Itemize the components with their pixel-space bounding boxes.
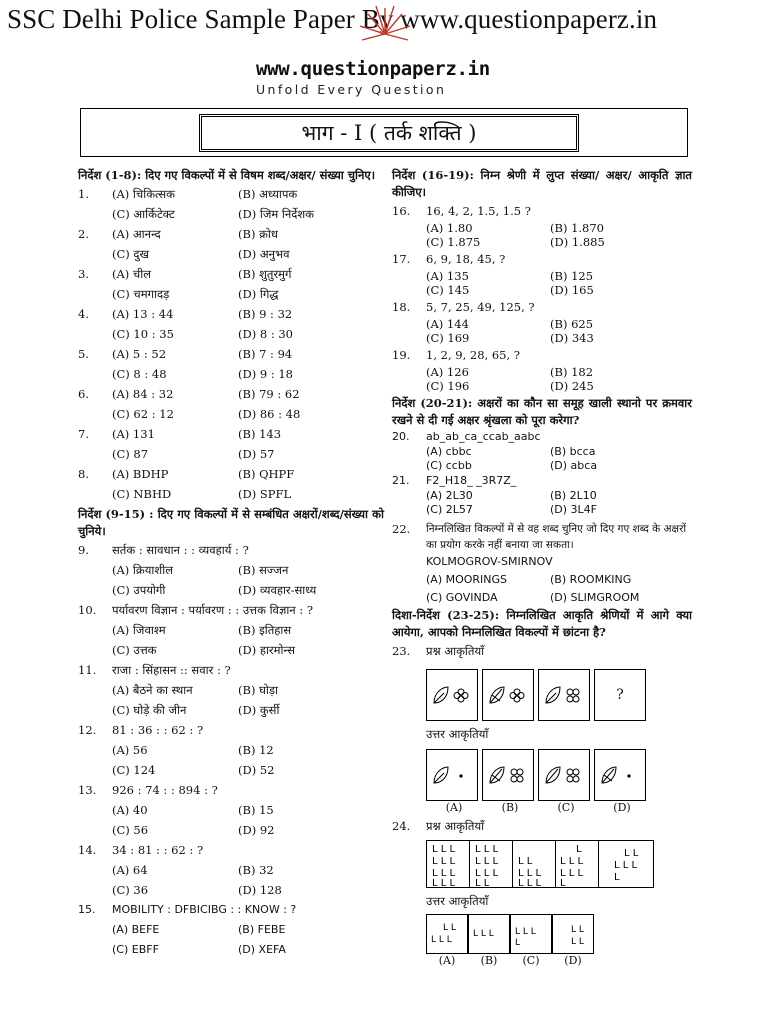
- option-b: (B) ROOMKING: [550, 573, 632, 586]
- option-d: (D) XEFA: [238, 943, 286, 956]
- figure-box: [426, 669, 478, 721]
- option-c: (C) 169: [426, 331, 470, 345]
- option-b: (B) 625: [550, 317, 594, 331]
- option-a: (A) cbbc: [426, 445, 472, 458]
- option-c: (C) 1.875: [426, 235, 481, 249]
- option-d: (D) SPFL: [238, 487, 292, 501]
- question-block-24: [392, 816, 692, 967]
- option-d: (D) 3L4F: [550, 503, 598, 516]
- question-number: 14.: [78, 843, 97, 857]
- l-shape-pattern-icon: [513, 920, 549, 948]
- option-a: (A) 5 : 52: [112, 347, 167, 361]
- option-a: (A) 135: [426, 269, 469, 283]
- site-logo[interactable]: www.questionpaperz.in: [256, 58, 490, 80]
- question-text: पर्यावरण विज्ञान : पर्यावरण : : उत्तक विज्ञान : ?: [112, 603, 314, 617]
- option-b: (B) इतिहास: [238, 623, 292, 637]
- option-d: (D) 57: [238, 447, 275, 461]
- svg-text:L L L: L L L: [432, 878, 456, 888]
- question-block-21: [392, 473, 692, 517]
- question-text: 81 : 36 : : 62 : ?: [112, 723, 204, 737]
- svg-text:L L L: L L L: [432, 844, 456, 855]
- option-d: (D) व्यवहार-साध्य: [238, 583, 317, 597]
- question-text: 1, 2, 9, 28, 65, ?: [426, 348, 520, 362]
- question-block-10: [78, 600, 384, 660]
- option-d: (D) abca: [550, 459, 598, 472]
- right-column: [392, 167, 692, 967]
- svg-text:L L L: L L L: [515, 927, 536, 937]
- svg-text:L L: L L: [518, 856, 533, 867]
- question-block-1: [78, 184, 384, 224]
- answer-figures-23: [426, 749, 692, 801]
- option-d: (D) SLIMGROOM: [550, 591, 640, 604]
- section-title: भाग - I ( तर्क शक्ति ): [199, 114, 579, 152]
- directions-9-15: निर्देश (9-15) : दिए गए विकल्पों में से सम्बंधित अक्षरों/शब्द/संख्या को चुनिये।: [78, 507, 384, 538]
- svg-text:L L L: L L L: [518, 868, 542, 879]
- leaf-and-dot-icon: [598, 763, 642, 787]
- option-b: (B) 79 : 62: [238, 387, 300, 401]
- option-c: (C) 10 : 35: [112, 327, 174, 341]
- question-number: 4.: [78, 307, 89, 321]
- given-word: KOLMOGROV-SMIRNOV: [426, 555, 553, 568]
- option-b: (B) bcca: [550, 445, 596, 458]
- option-a: (A) 64: [112, 863, 148, 877]
- option-a: (A) 144: [426, 317, 469, 331]
- question-block-20: [392, 429, 692, 473]
- option-label-c: (C): [522, 954, 540, 967]
- answer-figure-b[interactable]: [468, 914, 510, 954]
- option-d: (D) 343: [550, 331, 594, 345]
- leaf-and-dot-icon: [430, 763, 474, 787]
- option-b: (B) 125: [550, 269, 594, 283]
- question-number: 9.: [78, 543, 89, 557]
- question-number: 16.: [392, 204, 411, 218]
- svg-text:L L L: L L L: [475, 868, 499, 879]
- option-a: (A) 126: [426, 365, 469, 379]
- option-b: (B) 7 : 94: [238, 347, 293, 361]
- answer-figure-c[interactable]: [538, 749, 590, 801]
- option-b: (B) FEBE: [238, 923, 286, 936]
- question-block-13: [78, 780, 384, 840]
- option-c: (C) आर्किटेक्ट: [112, 207, 175, 221]
- option-b: (B) घोड़ा: [238, 683, 278, 697]
- question-block-22: [392, 521, 692, 607]
- option-c: (C) ccbb: [426, 459, 472, 472]
- option-d: (D) 8 : 30: [238, 327, 293, 341]
- question-text: F2_H18_ _3R7Z_: [426, 474, 517, 487]
- option-c: (C) चमगादड़: [112, 287, 170, 301]
- option-b: (B) अध्यापक: [238, 187, 298, 201]
- option-label-a: (A): [445, 801, 463, 814]
- question-block-19: [392, 345, 692, 393]
- question-number: 15.: [78, 903, 96, 916]
- option-c: (C) घोड़े की जीन: [112, 703, 187, 717]
- question-block-9: [78, 540, 384, 600]
- option-b: (B) 143: [238, 427, 282, 441]
- option-a: (A) आनन्द: [112, 227, 161, 241]
- option-c: (C) NBHD: [112, 487, 172, 501]
- question-text: सर्तक : सावधान : : व्यवहार्य : ?: [112, 543, 249, 557]
- option-c: (C) उपयोगी: [112, 583, 166, 597]
- figure-box: [538, 669, 590, 721]
- question-number: 11.: [78, 663, 97, 677]
- question-number: 18.: [392, 300, 411, 314]
- option-b: (B) QHPF: [238, 467, 295, 481]
- option-a: (A) जिवाश्म: [112, 623, 166, 637]
- option-d: (D) अनुभव: [238, 247, 290, 261]
- svg-text:L L: L L: [443, 923, 456, 933]
- l-shape-pattern-icon: [471, 920, 507, 948]
- question-text: राजा : सिंहासन :: सवार : ?: [112, 663, 231, 677]
- option-c: (C) उत्तक: [112, 643, 157, 657]
- svg-text:L L: L L: [475, 878, 490, 888]
- svg-text:L L: L L: [624, 848, 639, 859]
- option-b: (B) 15: [238, 803, 274, 817]
- question-block-15: [78, 900, 384, 960]
- option-a: (A) 13 : 44: [112, 307, 174, 321]
- option-a: (A) 40: [112, 803, 148, 817]
- option-a: (A) 131: [112, 427, 155, 441]
- option-b: (B) 32: [238, 863, 274, 877]
- directions-1-8: निर्देश (1-8): दिए गए विकल्पों में से विषम शब्द/अक्षर/ संख्या चुनिए।: [78, 168, 376, 182]
- option-b: (B) 12: [238, 743, 274, 757]
- svg-text:L L: L L: [571, 937, 584, 947]
- problem-figures-24: [426, 840, 692, 888]
- option-a: (A) 56: [112, 743, 148, 757]
- directions-23-25: दिशा-निर्देश (23-25): निम्नलिखित आकृति श्रेणियों में आगे क्या आयेगा, आपको निम्नलिखित विकल्पों में छांटना है?: [392, 608, 692, 639]
- question-number: 22.: [392, 522, 411, 536]
- option-b: (B) शुतुरमुर्ग: [238, 267, 292, 281]
- answer-labels-24: [426, 954, 692, 967]
- question-number: 23.: [392, 644, 411, 658]
- option-d: (D) गिद्ध: [238, 287, 279, 301]
- question-number: 6.: [78, 387, 89, 401]
- option-label-b: (B): [501, 801, 519, 814]
- svg-text:L L L: L L L: [432, 856, 456, 867]
- question-text: 16, 4, 2, 1.5, 1.5 ?: [426, 204, 531, 218]
- option-c: (C) 36: [112, 883, 149, 897]
- question-number: 12.: [78, 723, 97, 737]
- option-a: (A) BEFE: [112, 923, 160, 936]
- svg-text:L: L: [515, 938, 521, 948]
- option-d: (D) हारमोन्स: [238, 643, 295, 657]
- svg-text:L L L: L L L: [560, 868, 584, 879]
- question-block-12: [78, 720, 384, 780]
- problem-figures-label: प्रश्न आकृतियाँ: [426, 819, 485, 833]
- option-a: (A) बैठने का स्थान: [112, 683, 193, 697]
- option-d: (D) 52: [238, 763, 275, 777]
- option-c: (C) GOVINDA: [426, 591, 498, 604]
- question-number: 10.: [78, 603, 97, 617]
- option-d: (D) 128: [238, 883, 282, 897]
- option-label-a: (A): [438, 954, 456, 967]
- question-block-14: [78, 840, 384, 900]
- leaf-and-flower-icon: [430, 683, 474, 707]
- option-label-c: (C): [557, 801, 575, 814]
- leaf-and-flower-icon: [486, 763, 530, 787]
- option-a: (A) BDHP: [112, 467, 169, 481]
- option-c: (C) EBFF: [112, 943, 159, 956]
- answer-figure-a[interactable]: [426, 914, 468, 954]
- page-header-title: SSC Delhi Police Sample Paper By www.questionpaperz.in: [7, 4, 658, 34]
- option-c: (C) 8 : 48: [112, 367, 167, 381]
- question-number: 2.: [78, 227, 89, 241]
- l-shape-pattern-icon: [429, 920, 465, 948]
- question-block-5: [78, 344, 384, 384]
- option-label-d: (D): [613, 801, 631, 814]
- option-a: (A) क्रियाशील: [112, 563, 173, 577]
- question-block-6: [78, 384, 384, 424]
- option-d: (D) 92: [238, 823, 275, 837]
- option-a: (A) चील: [112, 267, 152, 281]
- question-block-3: [78, 264, 384, 304]
- answer-figures-24: [426, 914, 692, 954]
- question-block-18: [392, 297, 692, 345]
- option-b: (B) 1.870: [550, 221, 605, 235]
- question-number: 24.: [392, 819, 411, 833]
- option-c: (C) 62 : 12: [112, 407, 174, 421]
- answer-figure-a[interactable]: [426, 749, 478, 801]
- section-title-box: [80, 108, 688, 157]
- question-number: 13.: [78, 783, 97, 797]
- option-a: (A) 2L30: [426, 489, 473, 502]
- directions-20-21: निर्देश (20-21): अक्षरों का कौन सा समूह खाली स्थानो पर क्रमवार रखने से दी गई अक्षर श्रृंखला को पूरा करेगा?: [392, 396, 692, 427]
- question-text: 34 : 81 : : 62 : ?: [112, 843, 204, 857]
- option-b: (B) क्रोध: [238, 227, 278, 241]
- question-number: 17.: [392, 252, 411, 266]
- option-d: (D) 165: [550, 283, 594, 297]
- question-text: 5, 7, 25, 49, 125, ?: [426, 300, 535, 314]
- option-c: (C) 2L57: [426, 503, 473, 516]
- question-text: निम्नलिखित विकल्पों में से वह शब्द चुनिए जो दिए गए शब्द के अक्षरों का प्रयोग करके नहीं बनाया जा सकता।: [426, 523, 687, 551]
- option-d: (D) कुर्सी: [238, 703, 280, 717]
- question-mark-box: ?: [594, 669, 646, 721]
- option-c: (C) 124: [112, 763, 156, 777]
- leaf-and-flower-icon: [542, 763, 586, 787]
- figure-box: [482, 669, 534, 721]
- question-block-11: [78, 660, 384, 720]
- svg-text:L L L: L L L: [431, 935, 452, 945]
- option-c: (C) 87: [112, 447, 149, 461]
- option-c: (C) 145: [426, 283, 470, 297]
- question-block-23: [392, 641, 692, 814]
- svg-text:L: L: [576, 844, 582, 855]
- option-d: (D) 9 : 18: [238, 367, 293, 381]
- question-text: 6, 9, 18, 45, ?: [426, 252, 506, 266]
- option-c: (C) दुख: [112, 247, 149, 261]
- option-d: (D) 245: [550, 379, 594, 393]
- answer-figure-d[interactable]: [594, 749, 646, 801]
- svg-text:L L L: L L L: [473, 929, 494, 939]
- question-number: 8.: [78, 467, 89, 481]
- answer-figure-c[interactable]: [510, 914, 552, 954]
- answer-figure-d[interactable]: [552, 914, 594, 954]
- option-a: (A) चिकित्सक: [112, 187, 175, 201]
- question-block-16: [392, 201, 692, 249]
- question-number: 19.: [392, 348, 411, 362]
- l-shape-grid-figures: [426, 840, 658, 888]
- option-b: (B) 9 : 32: [238, 307, 293, 321]
- option-c: (C) 196: [426, 379, 470, 393]
- svg-text:L L L: L L L: [518, 878, 542, 888]
- option-b: (B) सज्जन: [238, 563, 289, 577]
- svg-text:L L L: L L L: [475, 844, 499, 855]
- option-d: (D) 1.885: [550, 235, 605, 249]
- question-block-17: [392, 249, 692, 297]
- question-block-7: [78, 424, 384, 464]
- question-number: 7.: [78, 427, 89, 441]
- svg-text:L L L: L L L: [475, 856, 499, 867]
- svg-text:L L L: L L L: [614, 860, 638, 871]
- directions-16-19: निर्देश (16-19): निम्न श्रेणी में लुप्त संख्या/ अक्षर/ आकृति ज्ञात कीजिए।: [392, 168, 692, 199]
- leaf-and-flower-icon: [542, 683, 586, 707]
- question-block-8: [78, 464, 384, 504]
- answer-labels-23: [426, 801, 692, 814]
- question-block-2: [78, 224, 384, 264]
- question-number: 1.: [78, 187, 89, 201]
- svg-text:L: L: [614, 872, 620, 883]
- l-shape-pattern-icon: [555, 920, 591, 948]
- answer-figure-b[interactable]: [482, 749, 534, 801]
- option-b: (B) 182: [550, 365, 594, 379]
- left-column: [78, 167, 384, 960]
- question-text: ab_ab_ca_ccab_aabc: [426, 430, 541, 443]
- option-c: (C) 56: [112, 823, 149, 837]
- question-number: 5.: [78, 347, 89, 361]
- option-a: (A) MOORINGS: [426, 573, 508, 586]
- question-number: 21.: [392, 474, 410, 487]
- question-block-4: [78, 304, 384, 344]
- svg-text:L L L: L L L: [432, 868, 456, 879]
- svg-text:L L L: L L L: [560, 856, 584, 867]
- option-d: (D) 86 : 48: [238, 407, 301, 421]
- option-a: (A) 84 : 32: [112, 387, 174, 401]
- option-d: (D) जिम निर्देशक: [238, 207, 315, 221]
- answer-figures-label: उत्तर आकृतियाँ: [426, 727, 489, 741]
- question-text: MOBILITY : DFBICIBG : : KNOW : ?: [112, 903, 297, 916]
- question-number: 20.: [392, 430, 410, 443]
- problem-figures-label: प्रश्न आकृतियाँ: [426, 644, 485, 658]
- option-label-d: (D): [564, 954, 582, 967]
- option-b: (B) 2L10: [550, 489, 597, 502]
- problem-figures-23: [426, 669, 692, 721]
- option-label-b: (B): [480, 954, 498, 967]
- svg-text:L: L: [560, 878, 566, 888]
- site-tagline: Unfold Every Question: [256, 82, 447, 97]
- option-a: (A) 1.80: [426, 221, 473, 235]
- firework-logo-icon: [350, 0, 420, 56]
- leaf-and-flower-icon: [486, 683, 530, 707]
- answer-figures-label: उत्तर आकृतियाँ: [426, 894, 489, 908]
- question-number: 3.: [78, 267, 89, 281]
- svg-text:L L: L L: [571, 925, 584, 935]
- question-text: 926 : 74 : : 894 : ?: [112, 783, 218, 797]
